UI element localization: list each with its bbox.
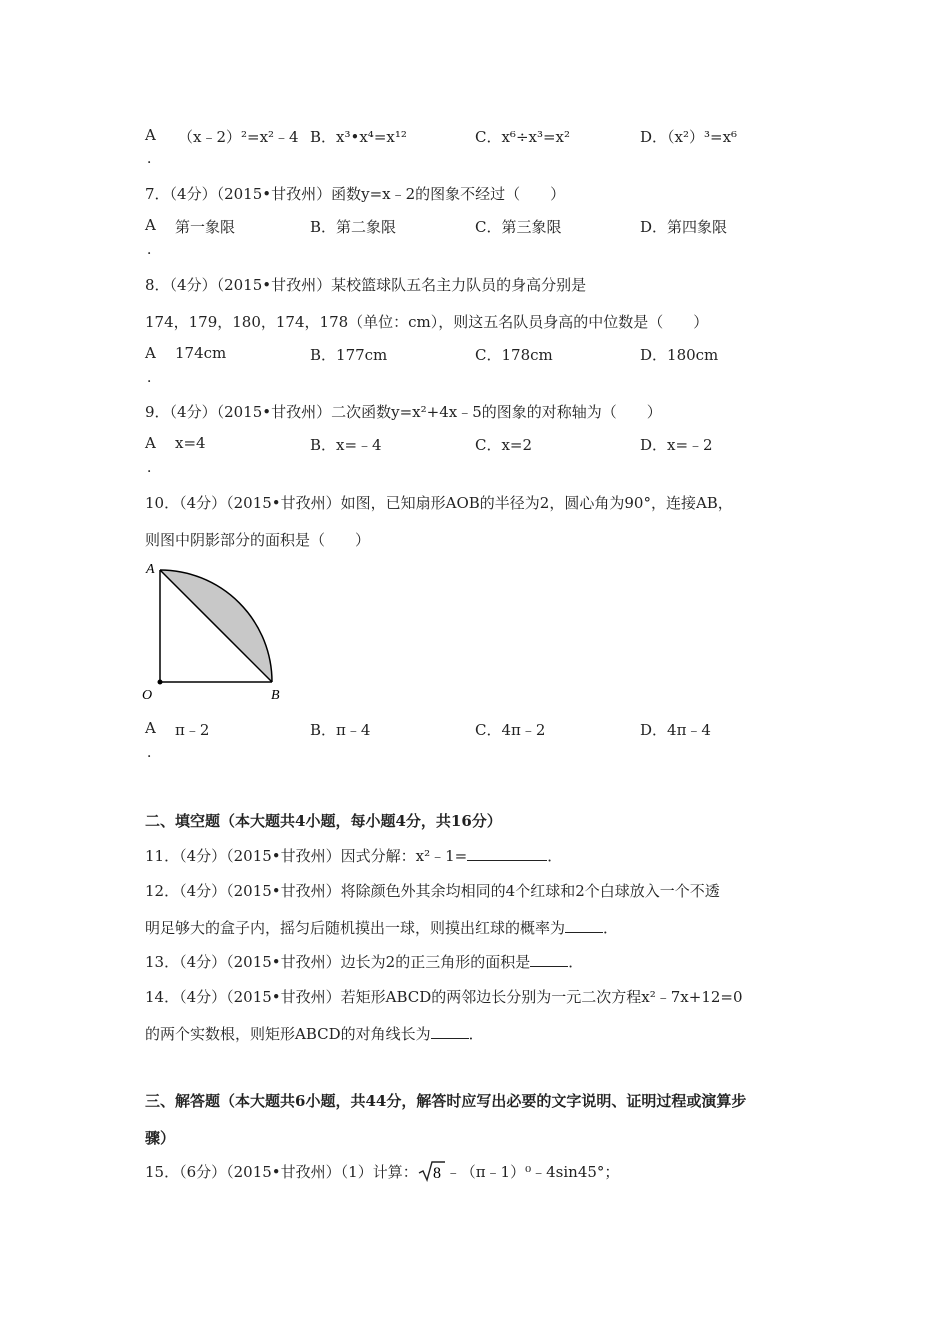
label-b: B xyxy=(271,688,280,703)
q6-option-a: （x﹣2）²=x²﹣4 xyxy=(178,128,299,146)
section3-title-line2: 骤） xyxy=(145,1129,176,1147)
q8-option-a-dot: ． xyxy=(147,370,161,386)
q9-option-a-letter: A xyxy=(145,434,156,452)
q6-option-d: D．（x²）³=x⁶ xyxy=(640,128,738,146)
q10-option-d: D．4π﹣4 xyxy=(640,721,711,739)
sector-figure xyxy=(138,558,298,708)
q14-blank xyxy=(431,1024,469,1039)
q10-option-b: B．π﹣4 xyxy=(310,721,371,739)
q8-option-a: 174cm xyxy=(175,344,227,362)
label-a: A xyxy=(146,562,155,577)
q12-stem-line2: 明足够大的盒子内，摇匀后随机摸出一球，则摸出红球的概率为 xyxy=(145,919,566,937)
q7-option-b: B．第二象限 xyxy=(310,218,397,236)
q7-option-d: D．第四象限 xyxy=(640,218,728,236)
q8-stem-line1: 8．（4分）（2015•甘孜州）某校篮球队五名主力队员的身高分别是 xyxy=(145,276,587,294)
q10-stem-line2: 则图中阴影部分的面积是（ ） xyxy=(145,531,371,549)
q10-stem-line1: 10．（4分）（2015•甘孜州）如图，已知扇形AOB的半径为2，圆心角为90°，连接AB， xyxy=(145,494,733,512)
q7-stem: 7．（4分）（2015•甘孜州）函数y=x﹣2的图象不经过（ ） xyxy=(145,185,566,203)
q9-stem: 9．（4分）（2015•甘孜州）二次函数y=x²+4x﹣5的图象的对称轴为（ ） xyxy=(145,403,662,421)
center-point xyxy=(158,680,163,685)
q9-option-b: B．x=﹣4 xyxy=(310,436,382,454)
q6-option-b: B．x³•x⁴=x¹² xyxy=(310,128,407,146)
q6-option-a-letter: A xyxy=(145,126,156,144)
radical-sign-icon xyxy=(418,1160,446,1182)
q13-tail: ． xyxy=(568,953,584,971)
q14-line2 xyxy=(145,1023,484,1044)
q8-option-d: D．180cm xyxy=(640,346,719,364)
q15-suffix: ﹣（π﹣1）⁰﹣4sin45°； xyxy=(445,1163,620,1181)
q9-option-c: C．x=2 xyxy=(475,436,533,454)
label-o: O xyxy=(142,688,153,703)
q12-stem-line1: 12．（4分）（2015•甘孜州）将除颜色外其余均相同的4个红球和2个白球放入一个不透 xyxy=(145,882,720,900)
q13-blank xyxy=(530,952,568,967)
q10-option-a-dot: ． xyxy=(147,745,161,761)
q12-line2 xyxy=(145,917,618,938)
q8-option-a-letter: A xyxy=(145,344,156,362)
q8-option-c: C．178cm xyxy=(475,346,553,364)
q10-option-a: π﹣2 xyxy=(175,721,210,739)
q13-stem: 13．（4分）（2015•甘孜州）边长为2的正三角形的面积是 xyxy=(145,953,531,971)
svg-text:8: 8 xyxy=(432,1165,441,1182)
q12-tail: ． xyxy=(603,919,619,937)
q14-tail: ． xyxy=(468,1025,484,1043)
sqrt-8 xyxy=(418,1160,446,1182)
q14-stem-line1: 14．（4分）（2015•甘孜州）若矩形ABCD的两邻边长分别为一元二次方程x²﹣7x+12=0 xyxy=(145,988,743,1006)
q10-option-c: C．4π﹣2 xyxy=(475,721,546,739)
q7-option-c: C．第三象限 xyxy=(475,218,562,236)
q8-stem-line2: 174，179，180，174，178（单位：cm），则这五名队员身高的中位数是（ ） xyxy=(145,313,709,331)
q7-option-a-dot: ． xyxy=(147,242,161,258)
q9-option-d: D．x=﹣2 xyxy=(640,436,713,454)
q15-prefix: 15．（6分）（2015•甘孜州）（1）计算： xyxy=(145,1163,418,1181)
q8-option-b: B．177cm xyxy=(310,346,388,364)
q15 xyxy=(145,1160,619,1182)
q9-option-a-dot: ． xyxy=(147,460,161,476)
section2-title: 二、填空题（本大题共4小题，每小题4分，共16分） xyxy=(145,812,502,830)
q11-tail: ． xyxy=(547,847,563,865)
q6-option-a-dot: ． xyxy=(147,151,161,167)
q7-option-a-letter: A xyxy=(145,216,156,234)
q12-blank xyxy=(565,918,603,933)
q9-option-a: x=4 xyxy=(175,434,206,452)
q6-option-c: C．x⁶÷x³=x² xyxy=(475,128,571,146)
q11-blank xyxy=(467,846,547,861)
q7-option-a: 第一象限 xyxy=(175,218,236,236)
q13 xyxy=(145,951,583,972)
q14-stem-line2: 的两个实数根，则矩形ABCD的对角线长为 xyxy=(145,1025,431,1043)
q10-option-a-letter: A xyxy=(145,719,156,737)
q11-stem: 11．（4分）（2015•甘孜州）因式分解：x²﹣1= xyxy=(145,847,468,865)
q11 xyxy=(145,845,562,866)
section3-title-line1: 三、解答题（本大题共6小题，共44分，解答时应写出必要的文字说明、证明过程或演算步 xyxy=(145,1092,747,1110)
